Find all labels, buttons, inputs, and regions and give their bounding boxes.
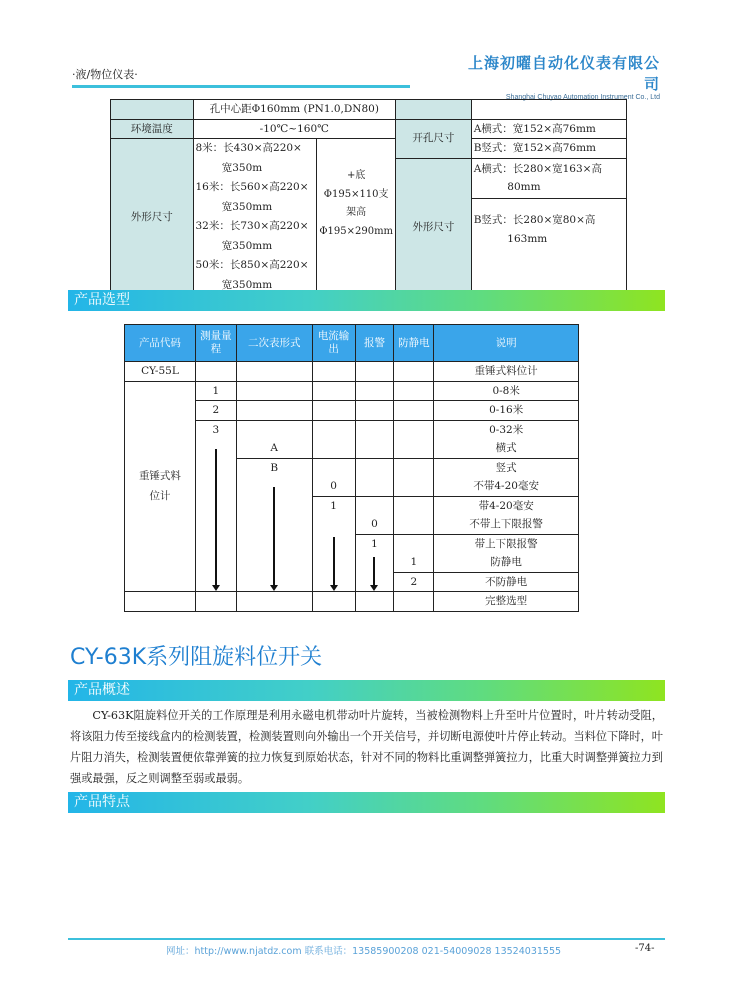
col-header: 防静电 xyxy=(394,325,434,362)
desc-line: 防静电 xyxy=(490,556,522,568)
desc: 不防静电 xyxy=(434,572,579,592)
desc-line: 带4-20毫安 xyxy=(478,499,534,512)
spec-table xyxy=(110,99,627,296)
antistatic-code: 1 xyxy=(410,556,418,568)
size-line: 50米：长850×高220× xyxy=(195,259,309,271)
table-row xyxy=(125,381,579,401)
sizes-cell xyxy=(193,139,317,296)
arrow-down-icon xyxy=(373,557,375,588)
outer-b xyxy=(471,199,626,296)
desc-line: 不带上下限报警 xyxy=(469,518,543,530)
size-line: 宽350m xyxy=(221,161,263,174)
col-header: 报警 xyxy=(355,325,394,362)
alarm-code: 1 xyxy=(371,537,378,550)
footer-contact: 网址：http://www.njatdz.com 联系电话：13585900208 021-54009028 13524031555 xyxy=(166,946,562,957)
arrow-down-icon xyxy=(215,449,217,588)
desc xyxy=(434,420,579,458)
table-row xyxy=(125,592,579,612)
type-label: 重锤式料位计 xyxy=(125,381,196,592)
hole-b: B竖式：宽152×高76mm xyxy=(471,139,626,159)
base-line: Φ195×290mm xyxy=(319,225,394,237)
size-line: 宽350mm xyxy=(221,239,273,252)
outer-a xyxy=(471,158,626,199)
desc xyxy=(434,458,579,496)
desc: 重锤式料位计 xyxy=(434,362,579,382)
footer-divider xyxy=(68,938,665,940)
outer-a-line: A横式：长280×宽163×高 xyxy=(473,162,602,175)
base-line: Φ195×110支 xyxy=(323,188,389,200)
current-code-cell xyxy=(312,496,355,592)
col-header: 说明 xyxy=(434,325,579,362)
outer-label: 外形尺寸 xyxy=(396,158,472,296)
size-line: 宽350mm xyxy=(221,278,273,291)
desc: 0-8米 xyxy=(434,381,579,401)
form-code: A xyxy=(270,442,278,454)
outer-a-line: 80mm xyxy=(507,181,541,194)
form-code: B xyxy=(270,461,279,474)
desc xyxy=(434,534,579,572)
table-row xyxy=(111,119,627,139)
base-cell xyxy=(317,139,396,296)
desc-line: 0-32米 xyxy=(489,423,524,436)
form-cell xyxy=(236,420,312,458)
size-line: 8米：长430×高220× xyxy=(195,142,302,154)
size-line: 16米：长560×高220× xyxy=(195,181,309,193)
banner-overview: 产品概述 xyxy=(68,680,665,701)
hole-a: A横式：宽152×高76mm xyxy=(471,119,626,139)
size-line: 宽350mm xyxy=(221,200,273,213)
arrow-down-icon xyxy=(333,537,335,588)
base-line: 架高 xyxy=(346,207,367,218)
model-code: CY-55L xyxy=(125,362,196,382)
overview-paragraph: CY-63K阻旋料位开关的工作原理是利用永磁电机带动叶片旋转，当被检测物料上升至叶片位置时，叶片转动受阻，将该阻力传至接线盒内的检测装置，检测装置则向外输出一个开关信号，并切断电源使叶片停止转动。当料位下降时，叶片阻力消失，检测装置便依靠弹簧的拉力恢复到原始状态，针对不同的物料比重调整弹簧拉力，比重大时调整弹簧拉力到强或最强，反之则调整至弱或最弱。 xyxy=(70,709,663,785)
size-label: 外形尺寸 xyxy=(111,139,194,296)
desc: 0-16米 xyxy=(434,401,579,421)
desc: 完整选型 xyxy=(434,592,579,612)
antistatic-cell xyxy=(394,534,434,572)
header-row xyxy=(125,325,579,362)
desc-line: 带上下限报警 xyxy=(474,537,538,550)
table-row xyxy=(111,139,627,159)
product-title: CY-63K系列阻旋料位开关 xyxy=(70,645,323,670)
current-code: 1 xyxy=(330,499,337,512)
flange-value: 孔中心距Φ160mm (PN1.0,DN80) xyxy=(193,100,396,120)
current-cell xyxy=(312,458,355,496)
form-code-cell xyxy=(236,458,312,592)
outer-b-line: B竖式：长280×宽80×高 xyxy=(473,214,596,226)
desc-line: 横式 xyxy=(495,442,517,454)
col-header: 测量量程 xyxy=(195,325,236,362)
hole-label: 开孔尺寸 xyxy=(396,119,472,158)
arrow-down-icon xyxy=(273,487,275,588)
range-code-cell xyxy=(195,420,236,592)
col-header: 二次表形式 xyxy=(236,325,312,362)
alarm-cell xyxy=(355,496,394,534)
logo-en: Shanghai Chuyao Automation Instrument Co., Ltd xyxy=(505,94,660,101)
current-code: 0 xyxy=(330,480,337,492)
table-row xyxy=(125,362,579,382)
temp-value: -10℃~160℃ xyxy=(193,119,396,139)
desc-line: 竖式 xyxy=(495,461,517,474)
desc xyxy=(434,496,579,534)
range-code: 2 xyxy=(195,401,236,421)
header-divider xyxy=(72,85,410,88)
alarm-code: 0 xyxy=(371,518,378,530)
range-code: 1 xyxy=(195,381,236,401)
outer-b-line: 163mm xyxy=(507,232,548,245)
size-line: 32米：长730×高220× xyxy=(195,220,309,232)
section-tag: ·液/物位仪表· xyxy=(72,68,138,81)
range-code: 3 xyxy=(212,423,220,436)
antistatic-code: 2 xyxy=(394,572,434,592)
banner-features: 产品特点 xyxy=(68,792,665,813)
col-header: 电流输出 xyxy=(312,325,355,362)
logo-cn: 上海初曜自动化仪表有限公司 xyxy=(468,54,661,93)
company-logo xyxy=(468,52,660,101)
banner-selection: 产品选型 xyxy=(68,290,665,311)
table-row xyxy=(111,100,627,120)
temp-label: 环境温度 xyxy=(111,119,194,139)
desc-line: 不带4-20毫安 xyxy=(473,480,539,492)
base-line: +底 xyxy=(346,170,366,181)
page-number: -74- xyxy=(635,943,655,954)
alarm-code-cell xyxy=(355,534,394,592)
selection-table xyxy=(124,324,579,612)
col-header: 产品代码 xyxy=(125,325,196,362)
